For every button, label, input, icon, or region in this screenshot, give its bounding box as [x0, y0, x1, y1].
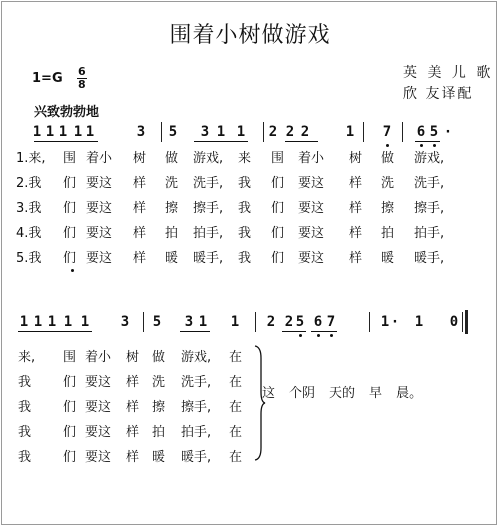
lyric-word: 做 [152, 350, 166, 365]
note: 3 [120, 314, 130, 330]
note: 3 [184, 314, 194, 330]
lyric-word: 要这 [298, 176, 325, 191]
lyric-word: 围 [271, 151, 285, 166]
key-signature: 1=G [32, 71, 63, 86]
lyric-word: 样 [133, 176, 147, 191]
lyric-word: 们 [63, 251, 77, 266]
lyric-word: 洗 [165, 176, 179, 191]
lyric-word: 擦 [152, 400, 166, 415]
note: 1 [236, 124, 246, 140]
lyric-word: 们 [271, 226, 285, 241]
lyric-word: 们 [63, 450, 77, 465]
note: 1 [230, 314, 240, 330]
time-denominator: 8 [78, 78, 86, 91]
ending-word: 天的 [329, 386, 356, 401]
lyric-word: 我 [18, 400, 32, 415]
lyric-word: 我 [18, 450, 32, 465]
note: 1 [345, 124, 355, 140]
ending-word: 这 [262, 386, 276, 401]
lyric-word: 洗手, [414, 176, 445, 191]
lyric-word: 在 [229, 400, 243, 415]
lyric-word: 擦手, [193, 201, 224, 216]
lyric-word: 在 [229, 350, 243, 365]
lyric-word: 样 [349, 176, 363, 191]
note: 7 [382, 124, 392, 140]
beam [415, 141, 440, 142]
beam [34, 141, 98, 142]
barline [369, 312, 370, 332]
lyric-word: 擦 [165, 201, 179, 216]
lyric-word: 拍手, [181, 425, 212, 440]
note: 6 [416, 124, 426, 140]
lyric-word: 做 [381, 151, 395, 166]
lyric-word: 们 [63, 226, 77, 241]
lyric-word: 围 [63, 350, 77, 365]
beam [180, 331, 210, 332]
lyric-word: 拍手, [414, 226, 445, 241]
barline [363, 122, 364, 142]
lyric-word: 样 [133, 201, 147, 216]
lyric-word: 要这 [85, 375, 112, 390]
lyric-word: 我 [18, 375, 32, 390]
lyric-word: 树 [126, 350, 140, 365]
lyric-word: 做 [165, 151, 179, 166]
lyric-word: 暖 [381, 251, 395, 266]
tempo-marking: 兴致勃勃地 [34, 105, 100, 120]
time-numerator: 6 [78, 65, 86, 78]
lyric-word: 2.我 [16, 176, 42, 191]
note: 2 [268, 124, 278, 140]
lyric-word: 我 [238, 251, 252, 266]
lyric-word: 要这 [86, 226, 113, 241]
lyric-word: 样 [349, 226, 363, 241]
lyric-word: 我 [18, 425, 32, 440]
lyric-word: 要这 [298, 201, 325, 216]
lyric-word: 围 [63, 151, 77, 166]
lyric-word: 擦手, [414, 201, 445, 216]
song-title: 围着小树做游戏 [169, 23, 331, 48]
note: 5 [429, 124, 439, 140]
lyric-word: 我 [238, 226, 252, 241]
lyric-word: 我 [238, 176, 252, 191]
beam [285, 141, 318, 142]
beam [18, 331, 92, 332]
barline [255, 312, 256, 332]
time-signature [78, 66, 86, 91]
lyric-word: 树 [133, 151, 147, 166]
lyric-word: 暖 [152, 450, 166, 465]
note: 1 [414, 314, 424, 330]
lyric-word: 3.我 [16, 201, 42, 216]
lyric-word: 着小 [298, 151, 325, 166]
lyric-word: 游戏, [193, 151, 224, 166]
barline [143, 312, 144, 332]
note: 1 [19, 314, 29, 330]
note: 6 [313, 314, 323, 330]
lyric-word: 游戏, [181, 350, 212, 365]
lyric-word: 要这 [86, 201, 113, 216]
barline [462, 312, 463, 332]
ending-word: 早 [369, 386, 383, 401]
lyric-word: 们 [271, 176, 285, 191]
lyric-word: 们 [271, 251, 285, 266]
lyric-word: 暖手, [414, 251, 445, 266]
lyric-word: 拍 [381, 226, 395, 241]
note: 2 [300, 124, 310, 140]
lyric-word: 样 [126, 425, 140, 440]
beam [311, 331, 337, 332]
note: · [390, 314, 400, 330]
lyric-word: 要这 [86, 176, 113, 191]
note: 1 [73, 124, 83, 140]
low-octave-dot [299, 334, 302, 337]
lyric-word: 要这 [85, 400, 112, 415]
note: 0 [449, 314, 459, 330]
note: 3 [200, 124, 210, 140]
lyric-word: 们 [63, 201, 77, 216]
note: 1 [80, 314, 90, 330]
note: 2 [266, 314, 276, 330]
barline [263, 122, 264, 142]
note: 5 [168, 124, 178, 140]
lyric-word: 们 [63, 425, 77, 440]
note: 1 [380, 314, 390, 330]
lyric-word: 洗 [381, 176, 395, 191]
barline [402, 122, 403, 142]
lyric-word: 拍 [152, 425, 166, 440]
lyric-word: 4.我 [16, 226, 42, 241]
lyric-word: 洗 [152, 375, 166, 390]
beam [194, 141, 248, 142]
lyric-word: 在 [229, 450, 243, 465]
lyric-word: 拍手, [193, 226, 224, 241]
note: 1 [33, 314, 43, 330]
lyric-word: 洗手, [193, 176, 224, 191]
decoration-dot [71, 269, 74, 272]
beam [282, 331, 306, 332]
lyric-word: 洗手, [181, 375, 212, 390]
lyric-word: 样 [349, 251, 363, 266]
lyric-word: 擦手, [181, 400, 212, 415]
lyric-word: 擦 [381, 201, 395, 216]
note: 1 [47, 314, 57, 330]
lyric-word: 要这 [85, 425, 112, 440]
note: 1 [45, 124, 55, 140]
lyric-word: 样 [126, 375, 140, 390]
lyric-word: 们 [63, 400, 77, 415]
final-barline-thick [465, 310, 468, 334]
low-octave-dot [317, 334, 320, 337]
lyric-word: 暖手, [181, 450, 212, 465]
credit-origin: 英 美 儿 歌 [403, 65, 494, 81]
lyric-word: 要这 [298, 226, 325, 241]
repeat-brace [252, 344, 266, 462]
lyric-word: 们 [63, 375, 77, 390]
ending-word: 个阴 [289, 386, 316, 401]
lyric-word: 要这 [85, 450, 112, 465]
lyric-word: 来 [238, 151, 252, 166]
note: 5 [152, 314, 162, 330]
lyric-word: 样 [126, 400, 140, 415]
note: 2 [284, 314, 294, 330]
note: 2 [285, 124, 295, 140]
low-octave-dot [330, 334, 333, 337]
lyric-word: 样 [133, 251, 147, 266]
note: 1 [63, 314, 73, 330]
note: 1 [32, 124, 42, 140]
note: · [443, 124, 453, 140]
lyric-word: 样 [133, 226, 147, 241]
note: 7 [326, 314, 336, 330]
note: 1 [198, 314, 208, 330]
ending-lyric [262, 382, 436, 401]
lyric-word: 样 [349, 201, 363, 216]
note: 3 [136, 124, 146, 140]
lyric-word: 着小 [85, 350, 112, 365]
lyric-word: 来, [18, 350, 36, 365]
lyric-word: 5.我 [16, 251, 42, 266]
lyric-word: 暖手, [193, 251, 224, 266]
lyric-word: 着小 [86, 151, 113, 166]
lyric-word: 在 [229, 375, 243, 390]
lyric-word: 我 [238, 201, 252, 216]
note: 1 [85, 124, 95, 140]
lyric-word: 暖 [165, 251, 179, 266]
note: 1 [216, 124, 226, 140]
ending-word: 晨。 [396, 386, 423, 401]
lyric-word: 1.来, [16, 151, 46, 166]
lyric-word: 们 [63, 176, 77, 191]
credit-translator: 欣 友译配 [403, 86, 474, 102]
lyric-word: 在 [229, 425, 243, 440]
lyric-word: 要这 [298, 251, 325, 266]
lyric-word: 游戏, [414, 151, 445, 166]
barline [161, 122, 162, 142]
note: 5 [295, 314, 305, 330]
lyric-word: 要这 [86, 251, 113, 266]
lyric-word: 树 [349, 151, 363, 166]
note: 1 [58, 124, 68, 140]
lyric-word: 拍 [165, 226, 179, 241]
lyric-word: 样 [126, 450, 140, 465]
lyric-word: 们 [271, 201, 285, 216]
